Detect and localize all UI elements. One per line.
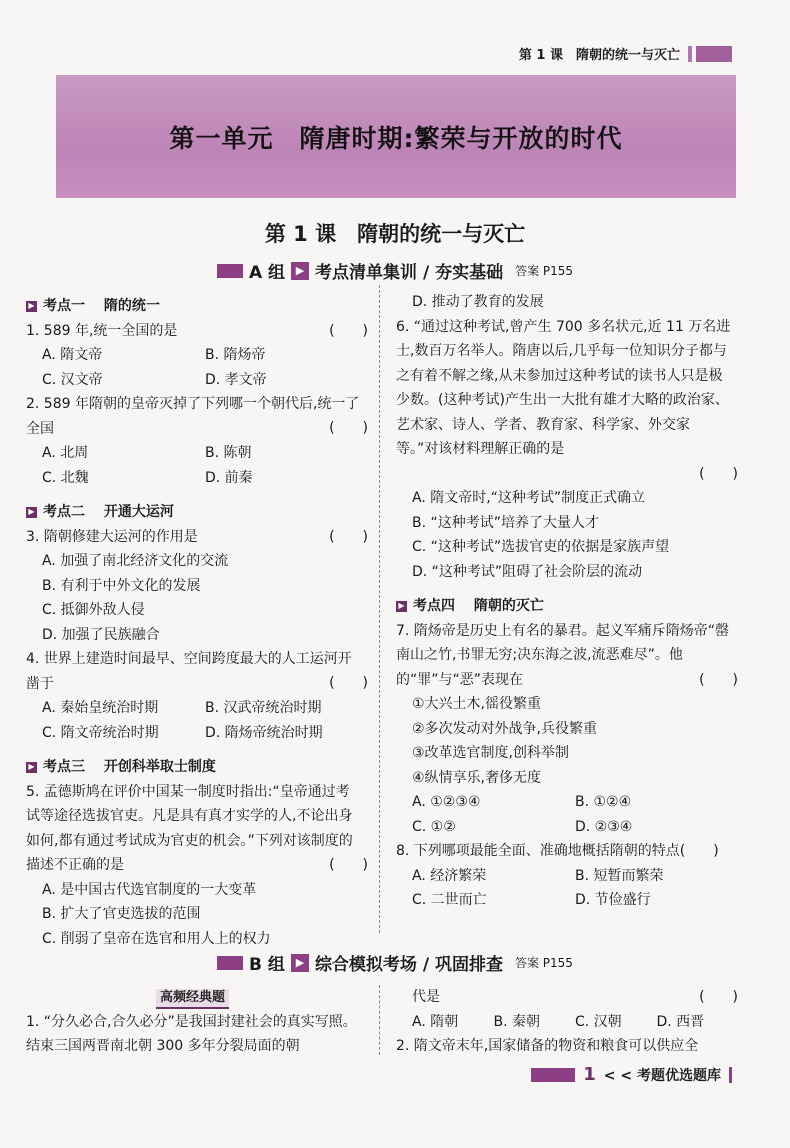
option: A. ①②③④ [412, 794, 481, 810]
option: B. 短暂而繁荣 [575, 867, 664, 884]
answer-paren: ( ) [329, 856, 368, 873]
group-a-header [0, 258, 790, 283]
group-b-right [396, 985, 738, 1059]
option: B. 汉武帝统治时期 [205, 700, 322, 716]
option: B. 隋炀帝 [205, 347, 266, 363]
left-column [26, 290, 368, 951]
question-1 [26, 319, 368, 344]
question-text: 1. 589 年,统一全国的是 [26, 322, 178, 339]
answer-paren: ( ) [329, 675, 368, 691]
option: D. 西晋 [656, 1013, 705, 1030]
option: A. 隋文帝时,“这种考试”制度正式确立 [412, 490, 646, 506]
question-5 [26, 780, 368, 878]
options [396, 864, 738, 913]
column-divider [379, 285, 380, 933]
option: A. 是中国古代选官制度的一大变革 [42, 881, 257, 898]
options [396, 1010, 738, 1035]
kaodian-1 [26, 294, 368, 319]
group-pill-icon [217, 264, 243, 278]
option: B. 有利于中外文化的发展 [42, 577, 201, 594]
footer-pill [531, 1068, 575, 1082]
question-text: 7. 隋炀帝是历史上有名的暴君。起义军痛斥隋炀帝“罄南山之竹,书罪无穷;决东海之波,流恶难尽”。他的“罪”与“恶”表现在 [396, 622, 730, 688]
option: C. 二世而亡 [412, 892, 487, 908]
option: C. 汉朝 [575, 1013, 622, 1030]
arrow-icon: ▶ [291, 262, 309, 280]
question-6 [396, 315, 738, 462]
options [26, 696, 368, 745]
question-text: 6. “通过这种考试,曾产生 700 多名状元,近 11 万名进士,数百万名举人。隋唐以后,几乎每一位知识分子都与之有着不解之缘,从未参加过这种考试的读书人只是极少数。(这种考试)产生出一大批有雄才大略的政治家、艺术家、诗人、学者、教育家、科学家、外交家等。”对该材料理解正确的是 [396, 318, 731, 457]
question-text: 3. 隋朝修建大运河的作用是 [26, 528, 198, 545]
group-b-header [0, 950, 790, 975]
group-a-title: 考点清单集训 / 夯实基础 [315, 263, 504, 283]
right-column [396, 290, 738, 913]
statement-item: ④纵情享乐,奢侈无度 [412, 769, 542, 786]
question-7 [396, 619, 738, 693]
question-3 [26, 525, 368, 550]
question-b1 [26, 1010, 368, 1059]
question-4 [26, 647, 368, 696]
page-footer [531, 1064, 732, 1085]
answer-paren: ( ) [329, 322, 368, 339]
question-8 [396, 839, 738, 864]
lesson-title: 第 1 课 隋朝的统一与灭亡 [264, 222, 526, 246]
group-b-title: 综合模拟考场 / 巩固排查 [314, 955, 503, 975]
option: D. 加强了民族融合 [42, 626, 160, 643]
option: B. 扩大了官吏选拔的范围 [42, 906, 201, 922]
group-a-label: A 组 [248, 263, 286, 283]
option: C. 北魏 [42, 469, 89, 486]
running-header [519, 44, 732, 63]
group-b-answer: 答案 P155 [514, 956, 573, 970]
kaodian-title: 考点一 隋的统一 [43, 298, 160, 314]
arrow-icon: ▶ [26, 301, 37, 312]
question-text: 2. 隋文帝末年,国家储备的物资和粮食可以供应全 [396, 1038, 699, 1054]
option: D. “这种考试”阻碍了社会阶层的流动 [412, 563, 643, 580]
answer-paren: ( ) [699, 671, 738, 688]
header-block [696, 46, 732, 62]
column-divider [379, 985, 380, 1055]
option: A. 北周 [42, 445, 89, 461]
option: D. 节俭盛行 [575, 892, 651, 908]
option: A. 秦始皇统治时期 [42, 700, 159, 716]
kaodian-title: 考点三 开创科举取士制度 [43, 759, 216, 775]
running-header-text: 第 1 课 隋朝的统一与灭亡 [518, 48, 680, 63]
high-frequency-label: 高频经典题 [156, 989, 229, 1009]
answer-paren: ( ) [329, 420, 368, 436]
question-text: 1. “分久必合,合久必分”是我国封建社会的真实写照。结束三国两晋南北朝 300 多年分裂局面的朝 [26, 1013, 357, 1054]
kaodian-4 [396, 594, 738, 619]
question-text: 2. 589 年隋朝的皇帝灭掉了下列哪一个朝代后,统一了全国 [26, 396, 360, 437]
answer-paren: ( ) [699, 989, 738, 1005]
statement-item: ①大兴土木,徭役繁重 [412, 696, 542, 712]
option: A. 隋朝 [412, 1013, 459, 1030]
group-a-answer: 答案 P155 [515, 264, 574, 278]
option: D. 隋炀帝统治时期 [205, 724, 323, 741]
kaodian-title: 考点二 开通大运河 [43, 504, 174, 520]
question-text: 5. 孟德斯鸠在评价中国某一制度时指出:“皇帝通过考试等途径选拔官吏。凡是具有真才实学的人,不论出身如何,都有通过考试成为官吏的机会。”下列对该制度的描述不正确的是 [26, 783, 353, 873]
options [26, 441, 368, 490]
options [26, 343, 368, 392]
option: A. 隋文帝 [42, 347, 103, 363]
arrow-icon: ▶ [396, 601, 407, 612]
option: C. 抵御外敌人侵 [42, 602, 145, 618]
option: C. ①② [412, 818, 456, 835]
option: D. 推动了教育的发展 [412, 294, 544, 310]
answer-paren: ( ) [329, 528, 368, 545]
option: A. 加强了南北经济文化的交流 [42, 553, 229, 569]
question-text: 8. 下列哪项最能全面、准确地概括隋朝的特点( ) [396, 843, 719, 859]
question-b1-cont [396, 985, 738, 1010]
option: B. 秦朝 [493, 1013, 541, 1030]
unit-banner [56, 75, 736, 198]
group-pill-icon [217, 956, 243, 970]
option: C. 削弱了皇帝在选官和用人上的权力 [42, 930, 271, 947]
question-b2 [396, 1034, 738, 1059]
kaodian-2 [26, 500, 368, 525]
question-text: 代是 [412, 989, 440, 1005]
group-b-left [26, 985, 368, 1059]
footer-label: < < 考题优选题库 [603, 1067, 721, 1084]
statement-item: ③改革选官制度,创科举制 [412, 745, 570, 761]
option: D. 前秦 [205, 469, 253, 486]
option: B. “这种考试”培养了大量人才 [412, 514, 600, 531]
answer-paren: ( ) [699, 465, 738, 482]
kaodian-3 [26, 755, 368, 780]
option: B. ①②④ [575, 794, 632, 810]
arrow-icon: ▶ [291, 954, 309, 972]
option: D. 孝文帝 [205, 371, 267, 388]
footer-bar [729, 1067, 732, 1083]
unit-title: 第一单元 隋唐时期:繁荣与开放的时代 [169, 123, 623, 153]
header-bar [688, 46, 692, 62]
group-b-label: B 组 [249, 955, 285, 975]
statement-item: ②多次发动对外战争,兵役繁重 [412, 720, 598, 737]
option: C. “这种考试”选拔官吏的依据是家族声望 [412, 539, 670, 555]
arrow-icon: ▶ [26, 762, 37, 773]
question-text: 4. 世界上建造时间最早、空间跨度最大的人工运河开凿于 [26, 651, 352, 692]
option: A. 经济繁荣 [412, 867, 487, 884]
kaodian-title: 考点四 隋朝的灭亡 [413, 598, 544, 614]
question-2 [26, 392, 368, 441]
option: B. 陈朝 [205, 445, 252, 461]
page-number: 1 [583, 1064, 596, 1085]
option: C. 隋文帝统治时期 [42, 724, 159, 741]
option: D. ②③④ [575, 818, 633, 835]
arrow-icon: ▶ [26, 507, 37, 518]
option: C. 汉文帝 [42, 371, 103, 388]
options [396, 790, 738, 839]
